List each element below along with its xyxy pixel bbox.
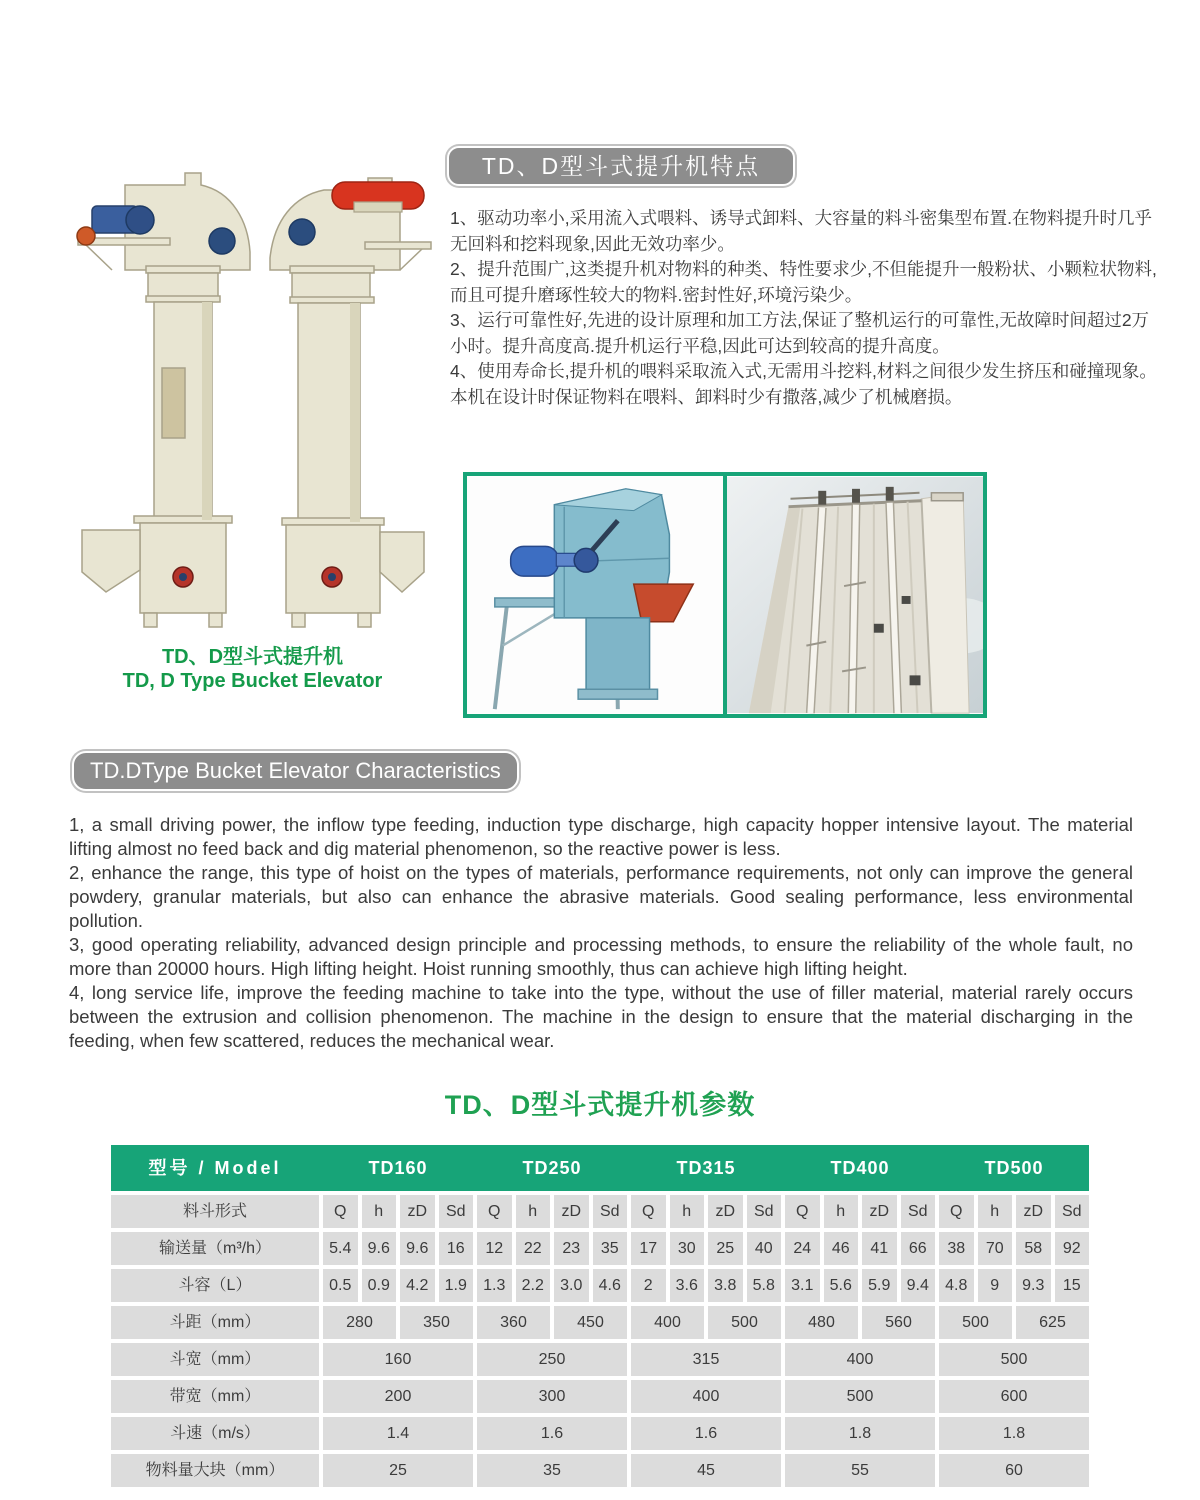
table-row-label: 斗容（L） [111, 1269, 319, 1302]
table-cell: 35 [593, 1232, 628, 1265]
table-cell: 5.9 [862, 1269, 897, 1302]
characteristics-list [69, 813, 1133, 1053]
table-row [111, 1306, 1089, 1339]
feature-item: 3、运行可靠性好,先进的设计原理和加工方法,保证了整机运行的可靠性,无故障时间超过2万小时。提升高度高.提升机运行平稳,因此可达到较高的提升高度。 [450, 310, 1150, 356]
table-cell: zD [554, 1195, 589, 1228]
table-cell: 35 [477, 1454, 627, 1487]
feature-item: 2、提升范围广,这类提升机对物料的种类、特性要求少,不但能提升一般粉状、小颗粒状物料,而且可提升磨琢性较大的物料.密封性好,环境污染少。 [450, 259, 1157, 305]
table-row [111, 1343, 1089, 1376]
table-cell: 3.8 [708, 1269, 743, 1302]
table-cell: 400 [785, 1343, 935, 1376]
table-cell: Q [631, 1195, 666, 1228]
table-cell: 5.8 [747, 1269, 782, 1302]
features-list [450, 206, 1158, 410]
table-cell: h [516, 1195, 551, 1228]
table-cell: 15 [1055, 1269, 1090, 1302]
table-cell: 4.8 [939, 1269, 974, 1302]
table-cell: 45 [631, 1454, 781, 1487]
table-cell: 9.6 [362, 1232, 397, 1265]
table-cell: 2.2 [516, 1269, 551, 1302]
table-row-label: 斗距（mm） [111, 1306, 319, 1339]
table-cell: zD [1016, 1195, 1051, 1228]
table-row [111, 1454, 1089, 1487]
table-cell: 5.4 [323, 1232, 358, 1265]
table-header-model: TD500 [984, 1158, 1044, 1178]
table-cell: h [824, 1195, 859, 1228]
table-cell: 0.9 [362, 1269, 397, 1302]
table-cell: 160 [323, 1343, 473, 1376]
table-cell: 55 [785, 1454, 935, 1487]
table-cell: 200 [323, 1380, 473, 1413]
product-illustration [70, 140, 435, 645]
table-cell: 9.3 [1016, 1269, 1051, 1302]
table-cell: 16 [439, 1232, 474, 1265]
table-cell: 400 [631, 1306, 704, 1339]
table-cell: 17 [631, 1232, 666, 1265]
table-cell: 250 [477, 1343, 627, 1376]
parameters-table [111, 1145, 1089, 1487]
photo-elevator-head [467, 476, 723, 714]
features-badge-label: TD、D型斗式提升机特点 [481, 153, 761, 179]
table-cell: 350 [400, 1306, 473, 1339]
table-row-label: 带宽（mm） [111, 1380, 319, 1413]
table-cell: 625 [1016, 1306, 1089, 1339]
table-cell: 9.4 [901, 1269, 936, 1302]
table-cell: h [362, 1195, 397, 1228]
table-row [111, 1269, 1089, 1302]
table-cell: 3.0 [554, 1269, 589, 1302]
table-cell: Q [477, 1195, 512, 1228]
table-row [111, 1232, 1089, 1265]
table-cell: Sd [439, 1195, 474, 1228]
table-header-model-label: 型号 / Model [148, 1158, 282, 1178]
table-row-label: 输送量（m³/h） [111, 1232, 319, 1265]
table-cell: 1.8 [785, 1417, 935, 1450]
table-cell: Sd [1055, 1195, 1090, 1228]
table-cell: 560 [862, 1306, 935, 1339]
table-cell: Q [323, 1195, 358, 1228]
characteristic-item: 1, a small driving power, the inflow type feeding, induction type discharge, high capacity hopper intensive layout. The material lifting almost no feed back and dig material phenomenon, so the reactive power is less. [69, 814, 1133, 859]
product-caption-en: TD, D Type Bucket Elevator [122, 670, 383, 692]
table-cell: 1.8 [939, 1417, 1089, 1450]
photo-strip [463, 472, 987, 718]
installation-photo-drawing [727, 476, 983, 714]
table-cell: zD [708, 1195, 743, 1228]
characteristic-item: 3, good operating reliability, advanced design principle and processing methods, to ensure the reliability of the whole fault, no more than 20000 hours. High lifting height. Hoist running smoothly, thus can achieve high lifting height. [69, 934, 1133, 979]
table-cell: 500 [708, 1306, 781, 1339]
table-cell: 12 [477, 1232, 512, 1265]
table-cell: Sd [593, 1195, 628, 1228]
table-cell: 315 [631, 1343, 781, 1376]
characteristics-badge-label: TD.DType Bucket Elevator Characteristics [90, 758, 501, 783]
table-cell: 46 [824, 1232, 859, 1265]
table-cell: 60 [939, 1454, 1089, 1487]
table-header-row [111, 1145, 1089, 1191]
table-cell: 41 [862, 1232, 897, 1265]
table-cell: 70 [978, 1232, 1013, 1265]
bucket-elevators-drawing [70, 140, 435, 645]
photo-site-installation [727, 476, 983, 714]
table-row-label: 物料量大块（mm） [111, 1454, 319, 1487]
table-cell: 1.9 [439, 1269, 474, 1302]
table-row [111, 1380, 1089, 1413]
table-cell: 360 [477, 1306, 550, 1339]
parameters-title: TD、D型斗式提升机参数 [444, 1090, 756, 1120]
table-cell: Sd [901, 1195, 936, 1228]
table-cell: 30 [670, 1232, 705, 1265]
characteristics-badge [72, 751, 519, 791]
table-cell: 24 [785, 1232, 820, 1265]
table-cell: h [670, 1195, 705, 1228]
table-cell: 450 [554, 1306, 627, 1339]
table-cell: 480 [785, 1306, 858, 1339]
table-cell: zD [400, 1195, 435, 1228]
product-caption-cn: TD、D型斗式提升机 [161, 646, 344, 668]
table-cell: 9 [978, 1269, 1013, 1302]
table-cell: Q [939, 1195, 974, 1228]
table-row [111, 1417, 1089, 1450]
table-cell: zD [862, 1195, 897, 1228]
characteristic-item: 4, long service life, improve the feeding machine to take into the type, without the use of filler material, material rarely occurs between the extrusion and collision phenomenon. The machine in the design to ensure that the material discharging in the feeding, when few scattered, reduces the mechanical wear. [69, 982, 1133, 1051]
table-row-label: 斗宽（mm） [111, 1343, 319, 1376]
table-cell: 280 [323, 1306, 396, 1339]
table-cell: 500 [939, 1343, 1089, 1376]
table-cell: Sd [747, 1195, 782, 1228]
table-cell: 92 [1055, 1232, 1090, 1265]
table-cell: 66 [901, 1232, 936, 1265]
table-cell: 38 [939, 1232, 974, 1265]
table-cell: h [978, 1195, 1013, 1228]
table-cell: 4.6 [593, 1269, 628, 1302]
table-cell: 4.2 [400, 1269, 435, 1302]
table-header-model: TD315 [676, 1158, 736, 1178]
table-cell: 1.3 [477, 1269, 512, 1302]
table-cell: 1.4 [323, 1417, 473, 1450]
table-cell: 3.1 [785, 1269, 820, 1302]
table-cell: 3.6 [670, 1269, 705, 1302]
table-cell: 500 [785, 1380, 935, 1413]
table-row-label: 料斗形式 [111, 1195, 319, 1228]
table-cell: 500 [939, 1306, 1012, 1339]
table-cell: 400 [631, 1380, 781, 1413]
table-cell: 40 [747, 1232, 782, 1265]
table-cell: 0.5 [323, 1269, 358, 1302]
table-row [111, 1195, 1089, 1228]
table-cell: 1.6 [631, 1417, 781, 1450]
table-cell: 22 [516, 1232, 551, 1265]
table-cell: 1.6 [477, 1417, 627, 1450]
feature-item: 4、使用寿命长,提升机的喂料采取流入式,无需用斗挖料,材料之间很少发生挤压和碰撞现象。本机在设计时保证物料在喂料、卸料时少有撒落,减少了机械磨损。 [450, 361, 1157, 407]
table-cell: 23 [554, 1232, 589, 1265]
table-header-model: TD160 [368, 1158, 428, 1178]
product-caption [70, 645, 435, 693]
table-cell: 9.6 [400, 1232, 435, 1265]
features-badge [447, 146, 795, 186]
table-cell: 5.6 [824, 1269, 859, 1302]
table-cell: Q [785, 1195, 820, 1228]
elevator-head-photo-drawing [467, 476, 723, 714]
table-cell: 58 [1016, 1232, 1051, 1265]
table-cell: 2 [631, 1269, 666, 1302]
table-cell: 25 [323, 1454, 473, 1487]
feature-item: 1、驱动功率小,采用流入式喂料、诱导式卸料、大容量的料斗密集型布置.在物料提升时几乎无回料和挖料现象,因此无效功率少。 [450, 208, 1152, 254]
characteristic-item: 2, enhance the range, this type of hoist on the types of materials, performance requirements, not only can improve the general powdery, granular materials, but also can enhance the abrasive materials. Good sealing performance, less environmental pollution. [69, 862, 1133, 931]
table-header-model: TD400 [830, 1158, 890, 1178]
table-cell: 300 [477, 1380, 627, 1413]
table-header-model: TD250 [522, 1158, 582, 1178]
table-cell: 600 [939, 1380, 1089, 1413]
table-row-label: 斗速（m/s） [111, 1417, 319, 1450]
table-cell: 25 [708, 1232, 743, 1265]
